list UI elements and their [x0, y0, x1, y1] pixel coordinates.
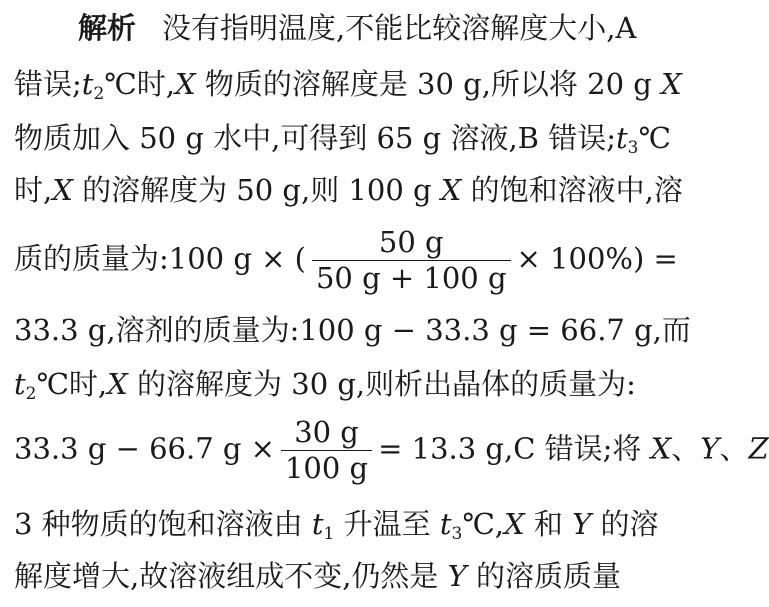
l8-z: Z — [748, 431, 769, 466]
l4-a: 时, — [14, 173, 53, 207]
l7-b: 的溶解度为 30 g,则析出晶体的质量为: — [137, 367, 636, 401]
analysis-label: 解析 — [78, 11, 137, 45]
l9-e: 的溶 — [600, 507, 659, 541]
line-2 — [14, 67, 682, 104]
l4-c: 的饱和溶液中,溶 — [470, 173, 683, 207]
fraction-1-denominator: 50 g + 100 g — [315, 261, 507, 295]
l7-s: 2 — [25, 384, 37, 404]
l2-s: 2 — [93, 84, 105, 104]
l2-c: 物质的溶解度是 30 g,所以将 20 g — [204, 67, 652, 101]
line-4 — [14, 173, 683, 207]
l10-y: Y — [447, 559, 467, 593]
l8-x: X — [650, 431, 672, 466]
l6-text: 33.3 g,溶剂的质量为:100 g − 33.3 g = 66.7 g,而 — [14, 313, 691, 347]
l5-a: 质的质量为:100 g × ( — [14, 241, 306, 276]
l3-text: 物质加入 50 g 水中,可得到 65 g 溶液,B 错误; — [14, 121, 616, 155]
l9-t1: t — [311, 507, 324, 541]
line-1 — [78, 11, 637, 45]
l3-t: t — [615, 121, 628, 155]
fraction-2-denominator: 100 g — [284, 451, 369, 485]
l8-y: Y — [700, 431, 720, 466]
l10-a: 解度增大,故溶液组成不变,仍然是 — [14, 559, 439, 593]
line-8 — [14, 415, 769, 485]
l2-x2: X — [661, 67, 682, 101]
l9-a: 3 种物质的饱和溶液由 — [14, 507, 303, 541]
l9-s1: 1 — [323, 524, 335, 544]
l9-d: 和 — [533, 507, 563, 541]
l9-t3: t — [439, 507, 452, 541]
l8-a: 33.3 g − 66.7 g × — [14, 431, 275, 466]
l9-y: Y — [572, 507, 592, 541]
line-3 — [14, 121, 671, 158]
line-7 — [14, 367, 636, 404]
l9-s3: 3 — [451, 524, 463, 544]
l9-x: X — [503, 507, 525, 541]
fraction-2 — [281, 415, 372, 485]
fraction-1-numerator: 50 g — [312, 228, 511, 261]
l8-sep2: 、 — [719, 431, 749, 466]
line-10 — [14, 559, 622, 593]
line-9 — [14, 507, 659, 544]
l4-x2: X — [440, 173, 462, 207]
line-1-text: 没有指明温度,不能比较溶解度大小,A — [162, 11, 637, 45]
l7-t: t — [14, 367, 26, 401]
l5-b: × 100%) = — [516, 241, 678, 276]
l2-a: 错误; — [14, 67, 82, 101]
l7-a: ℃时, — [36, 367, 108, 401]
fraction-2-numerator: 30 g — [281, 418, 372, 451]
l2-t: t — [81, 67, 94, 101]
l8-b: = 13.3 g,C 错误;将 — [378, 431, 642, 466]
l3-s: 3 — [627, 138, 639, 158]
l8-sep1: 、 — [671, 431, 701, 466]
l7-x: X — [107, 367, 128, 401]
l3-c: ℃ — [638, 121, 671, 155]
l4-x: X — [52, 173, 73, 207]
l9-b: 升温至 — [343, 507, 431, 541]
l4-b: 的溶解度为 50 g,则 100 g — [82, 173, 432, 207]
line-5 — [14, 225, 678, 295]
fraction-1 — [312, 225, 511, 295]
l2-x: X — [174, 67, 196, 101]
line-6 — [14, 313, 691, 347]
l2-b: ℃时, — [104, 67, 175, 101]
l10-b: 的溶质质量 — [476, 559, 622, 593]
l9-c: ℃, — [462, 507, 504, 541]
